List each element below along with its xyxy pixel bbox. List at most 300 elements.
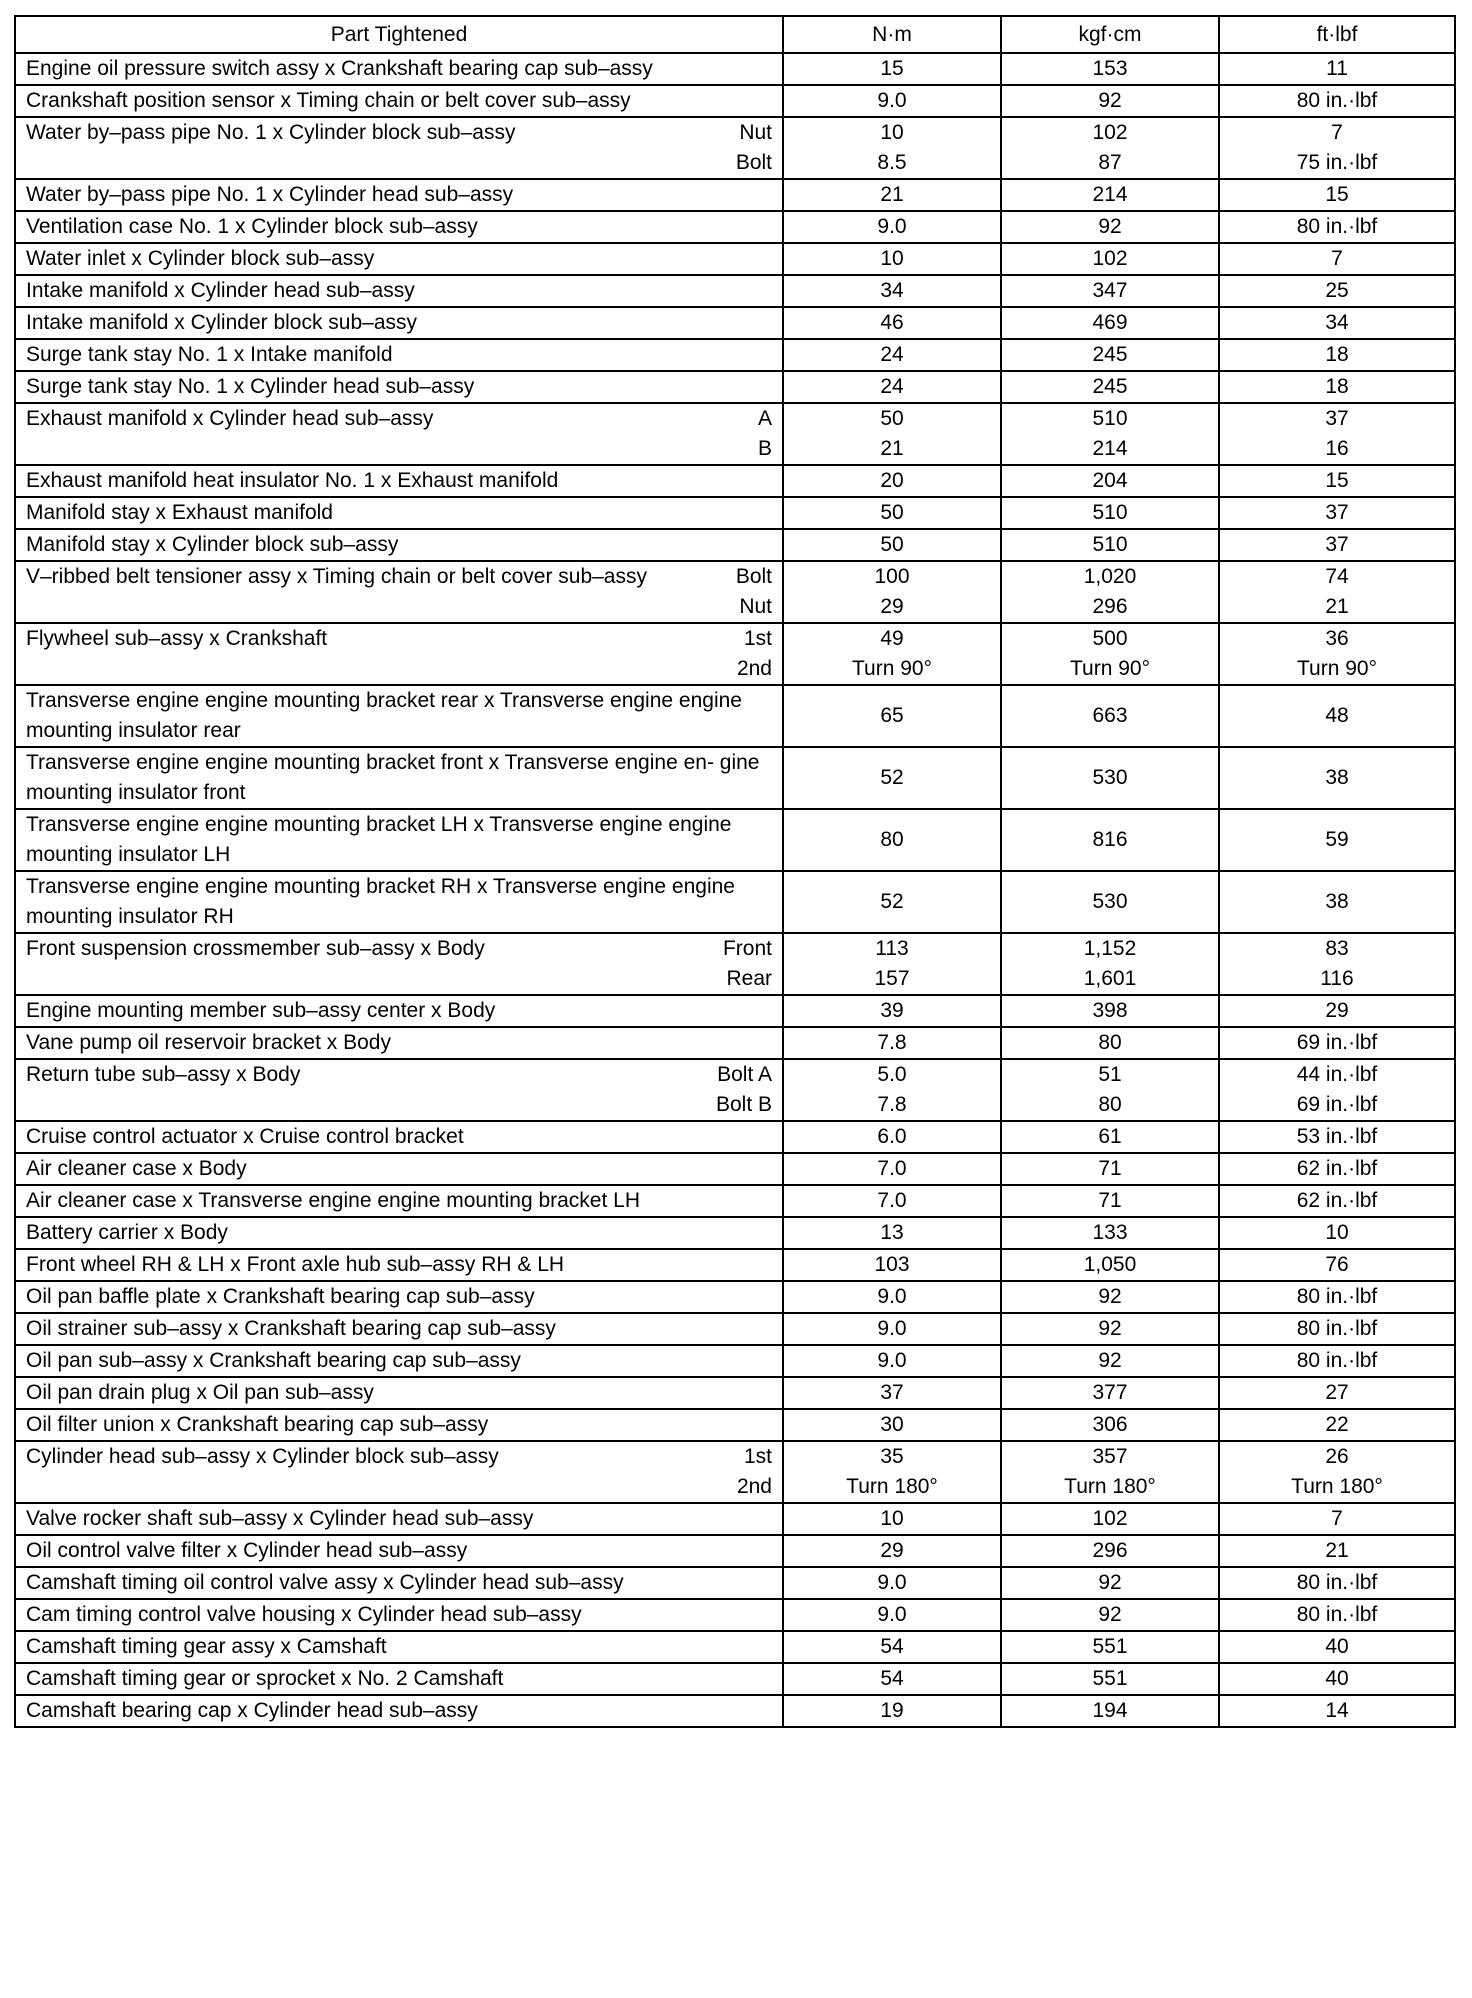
part-sub-label: 2nd	[736, 657, 772, 680]
torque-kgf-cm-cell	[1001, 1345, 1219, 1377]
torque-value: 80 in.·lbf	[1296, 215, 1378, 238]
part-tightened-cell	[15, 1599, 783, 1631]
torque-value: 347	[1092, 279, 1128, 302]
table-row	[15, 1217, 1455, 1249]
torque-value: 21	[1325, 595, 1349, 618]
torque-value: 80 in.·lbf	[1296, 1571, 1378, 1594]
table-row	[15, 1663, 1455, 1695]
part-name: Valve rocker shaft sub–assy x Cylinder head sub–assy	[26, 1507, 534, 1530]
table-row	[15, 1313, 1455, 1345]
part-tightened-cell	[15, 1059, 783, 1121]
torque-value: 510	[1092, 501, 1128, 524]
torque-value: 214	[1092, 183, 1128, 206]
part-tightened-cell	[15, 561, 783, 623]
torque-value: 133	[1092, 1221, 1128, 1244]
torque-kgf-cm-cell	[1001, 623, 1219, 685]
torque-kgf-cm-cell	[1001, 685, 1219, 747]
part-name: Intake manifold x Cylinder block sub–assy	[26, 311, 418, 334]
part-name: Manifold stay x Cylinder block sub–assy	[26, 533, 399, 556]
part-name: Exhaust manifold heat insulator No. 1 x Exhaust manifold	[26, 469, 559, 492]
torque-nm-cell	[783, 1567, 1001, 1599]
torque-value: 53 in.·lbf	[1296, 1125, 1378, 1148]
torque-value: 9.0	[877, 1603, 907, 1626]
torque-value: 18	[1325, 343, 1349, 366]
torque-value: 13	[880, 1221, 904, 1244]
part-tightened-cell	[15, 179, 783, 211]
part-tightened-cell	[15, 809, 783, 871]
part-tightened-cell	[15, 1027, 783, 1059]
torque-kgf-cm-cell	[1001, 1567, 1219, 1599]
torque-nm-cell	[783, 243, 1001, 275]
torque-value: 7.0	[877, 1157, 907, 1180]
torque-value: 19	[880, 1699, 904, 1722]
torque-ft-lbf-cell	[1219, 871, 1455, 933]
part-sub-labels	[736, 562, 772, 622]
torque-ft-lbf-cell	[1219, 339, 1455, 371]
table-row	[15, 371, 1455, 403]
header-part-tightened: Part Tightened	[15, 16, 783, 53]
table-row	[15, 747, 1455, 809]
torque-value: 74	[1325, 565, 1349, 588]
table-row	[15, 1281, 1455, 1313]
part-sub-labels	[758, 404, 772, 464]
part-sub-label: Nut	[739, 121, 772, 144]
torque-value: 10	[880, 1507, 904, 1530]
table-row	[15, 1599, 1455, 1631]
part-tightened-cell	[15, 497, 783, 529]
part-name: Exhaust manifold x Cylinder head sub–assy	[26, 407, 434, 430]
torque-kgf-cm-cell	[1001, 497, 1219, 529]
torque-kgf-cm-cell	[1001, 275, 1219, 307]
torque-kgf-cm-cell	[1001, 465, 1219, 497]
torque-nm-cell	[783, 117, 1001, 179]
part-name: Air cleaner case x Transverse engine engine mounting bracket LH	[26, 1189, 641, 1212]
part-tightened-cell	[15, 1345, 783, 1377]
part-sub-label: B	[757, 437, 772, 460]
part-tightened-cell	[15, 747, 783, 809]
torque-ft-lbf-cell	[1219, 1441, 1455, 1503]
part-name: Engine oil pressure switch assy x Crankshaft bearing cap sub–assy	[26, 57, 653, 80]
torque-value: 21	[880, 183, 904, 206]
part-name: Transverse engine engine mounting bracket front x Transverse engine en- gine mounting insulator front	[26, 751, 760, 804]
header-kgf-cm: kgf·cm	[1001, 16, 1219, 53]
torque-kgf-cm-cell	[1001, 179, 1219, 211]
torque-ft-lbf-cell	[1219, 561, 1455, 623]
part-name: Engine mounting member sub–assy center x Body	[26, 999, 496, 1022]
torque-kgf-cm-cell	[1001, 85, 1219, 117]
torque-kgf-cm-cell	[1001, 1409, 1219, 1441]
torque-ft-lbf-cell	[1219, 933, 1455, 995]
torque-ft-lbf-cell	[1219, 1249, 1455, 1281]
table-row	[15, 243, 1455, 275]
torque-value: 245	[1092, 343, 1128, 366]
torque-value: Turn 90°	[1070, 657, 1150, 680]
torque-value: 8.5	[877, 151, 907, 174]
part-sub-label: Bolt B	[715, 1093, 772, 1116]
torque-ft-lbf-cell	[1219, 275, 1455, 307]
torque-value: 61	[1098, 1125, 1122, 1148]
part-tightened-cell	[15, 243, 783, 275]
torque-value: 80	[880, 828, 904, 851]
part-name: Manifold stay x Exhaust manifold	[26, 501, 333, 524]
torque-ft-lbf-cell	[1219, 1535, 1455, 1567]
table-row	[15, 995, 1455, 1027]
part-name: Oil pan baffle plate x Crankshaft bearing cap sub–assy	[26, 1285, 535, 1308]
part-sub-label: Rear	[726, 967, 772, 990]
torque-value: 214	[1092, 437, 1128, 460]
torque-value: 6.0	[877, 1125, 907, 1148]
torque-value: 10	[1325, 1221, 1349, 1244]
torque-ft-lbf-cell	[1219, 243, 1455, 275]
part-tightened-cell	[15, 307, 783, 339]
torque-nm-cell	[783, 1027, 1001, 1059]
table-row	[15, 529, 1455, 561]
torque-kgf-cm-cell	[1001, 211, 1219, 243]
table-row	[15, 339, 1455, 371]
torque-value: 83	[1325, 937, 1349, 960]
torque-value: 35	[880, 1445, 904, 1468]
torque-value: 7.8	[877, 1031, 907, 1054]
torque-value: 80	[1098, 1093, 1122, 1116]
torque-value: 22	[1325, 1413, 1349, 1436]
torque-nm-cell	[783, 871, 1001, 933]
torque-ft-lbf-cell	[1219, 403, 1455, 465]
part-tightened-cell	[15, 1695, 783, 1727]
torque-value: 26	[1325, 1445, 1349, 1468]
part-tightened-cell	[15, 1631, 783, 1663]
part-name: Surge tank stay No. 1 x Cylinder head sub–assy	[26, 375, 475, 398]
torque-value: 38	[1325, 890, 1349, 913]
torque-value: 357	[1092, 1445, 1128, 1468]
part-sub-labels	[737, 1442, 772, 1502]
torque-value: 9.0	[877, 1349, 907, 1372]
torque-value: 34	[880, 279, 904, 302]
torque-kgf-cm-cell	[1001, 1121, 1219, 1153]
torque-value: 9.0	[877, 1285, 907, 1308]
part-name: Water by–pass pipe No. 1 x Cylinder head sub–assy	[26, 183, 514, 206]
torque-value: 18	[1325, 375, 1349, 398]
torque-nm-cell	[783, 307, 1001, 339]
torque-value: 40	[1325, 1667, 1349, 1690]
torque-value: 245	[1092, 375, 1128, 398]
torque-kgf-cm-cell	[1001, 53, 1219, 85]
part-sub-label: Bolt	[735, 151, 772, 174]
part-tightened-cell	[15, 1409, 783, 1441]
torque-nm-cell	[783, 1153, 1001, 1185]
table-row	[15, 1249, 1455, 1281]
torque-value: 40	[1325, 1635, 1349, 1658]
part-name: Cylinder head sub–assy x Cylinder block sub–assy	[26, 1445, 499, 1468]
torque-value: 37	[1325, 501, 1349, 524]
torque-value: Turn 180°	[846, 1475, 938, 1498]
part-name: Cam timing control valve housing x Cylinder head sub–assy	[26, 1603, 582, 1626]
torque-nm-cell	[783, 529, 1001, 561]
torque-value: Turn 180°	[1064, 1475, 1156, 1498]
table-row	[15, 1695, 1455, 1727]
torque-ft-lbf-cell	[1219, 809, 1455, 871]
part-name: Surge tank stay No. 1 x Intake manifold	[26, 343, 393, 366]
table-row	[15, 1027, 1455, 1059]
part-tightened-cell	[15, 871, 783, 933]
torque-nm-cell	[783, 1313, 1001, 1345]
torque-nm-cell	[783, 623, 1001, 685]
torque-kgf-cm-cell	[1001, 1281, 1219, 1313]
part-tightened-cell	[15, 85, 783, 117]
part-tightened-cell	[15, 529, 783, 561]
torque-kgf-cm-cell	[1001, 1185, 1219, 1217]
part-tightened-cell	[15, 685, 783, 747]
torque-value: 50	[880, 501, 904, 524]
table-row	[15, 275, 1455, 307]
table-row	[15, 1503, 1455, 1535]
table-row	[15, 85, 1455, 117]
torque-value: 7.8	[877, 1093, 907, 1116]
torque-ft-lbf-cell	[1219, 85, 1455, 117]
part-tightened-cell	[15, 211, 783, 243]
part-sub-label: Bolt	[735, 565, 772, 588]
torque-value: 76	[1325, 1253, 1349, 1276]
torque-value: 21	[880, 437, 904, 460]
part-sub-labels	[723, 934, 772, 994]
torque-nm-cell	[783, 1377, 1001, 1409]
torque-value: 816	[1092, 828, 1128, 851]
torque-nm-cell	[783, 809, 1001, 871]
torque-nm-cell	[783, 1249, 1001, 1281]
torque-kgf-cm-cell	[1001, 1631, 1219, 1663]
torque-ft-lbf-cell	[1219, 1059, 1455, 1121]
torque-value: 92	[1098, 89, 1122, 112]
part-name: Transverse engine engine mounting bracket LH x Transverse engine engine mounting insulator LH	[26, 813, 732, 866]
part-sub-label: 1st	[743, 1445, 772, 1468]
torque-value: 37	[880, 1381, 904, 1404]
part-name: Vane pump oil reservoir bracket x Body	[26, 1031, 391, 1054]
part-tightened-cell	[15, 117, 783, 179]
torque-kgf-cm-cell	[1001, 809, 1219, 871]
torque-kgf-cm-cell	[1001, 1695, 1219, 1727]
part-name: Return tube sub–assy x Body	[26, 1063, 301, 1086]
torque-ft-lbf-cell	[1219, 179, 1455, 211]
torque-nm-cell	[783, 747, 1001, 809]
part-tightened-cell	[15, 53, 783, 85]
part-tightened-cell	[15, 1567, 783, 1599]
table-row	[15, 179, 1455, 211]
table-row	[15, 933, 1455, 995]
torque-kgf-cm-cell	[1001, 243, 1219, 275]
torque-ft-lbf-cell	[1219, 1663, 1455, 1695]
torque-value: 153	[1092, 57, 1128, 80]
torque-ft-lbf-cell	[1219, 53, 1455, 85]
torque-value: 92	[1098, 1317, 1122, 1340]
torque-value: Turn 90°	[852, 657, 932, 680]
torque-value: 75 in.·lbf	[1296, 151, 1378, 174]
torque-nm-cell	[783, 211, 1001, 243]
torque-ft-lbf-cell	[1219, 1121, 1455, 1153]
torque-value: 62 in.·lbf	[1296, 1189, 1378, 1212]
torque-value: 102	[1092, 121, 1128, 144]
part-tightened-cell	[15, 1535, 783, 1567]
torque-kgf-cm-cell	[1001, 403, 1219, 465]
torque-ft-lbf-cell	[1219, 1313, 1455, 1345]
torque-kgf-cm-cell	[1001, 339, 1219, 371]
torque-value: Turn 90°	[1297, 657, 1377, 680]
torque-nm-cell	[783, 1185, 1001, 1217]
table-row	[15, 1377, 1455, 1409]
torque-value: 663	[1092, 704, 1128, 727]
torque-value: 1,152	[1083, 937, 1137, 960]
torque-value: 113	[875, 937, 909, 960]
part-tightened-cell	[15, 1441, 783, 1503]
torque-nm-cell	[783, 995, 1001, 1027]
torque-kgf-cm-cell	[1001, 371, 1219, 403]
torque-value: 25	[1325, 279, 1349, 302]
torque-value: 296	[1092, 595, 1128, 618]
torque-nm-cell	[783, 1503, 1001, 1535]
torque-kgf-cm-cell	[1001, 1441, 1219, 1503]
torque-nm-cell	[783, 685, 1001, 747]
table-row	[15, 53, 1455, 85]
torque-nm-cell	[783, 1441, 1001, 1503]
torque-value: 1,020	[1083, 565, 1137, 588]
torque-kgf-cm-cell	[1001, 1249, 1219, 1281]
torque-value: 37	[1325, 533, 1349, 556]
torque-value: 92	[1098, 1285, 1122, 1308]
torque-value: 510	[1092, 533, 1128, 556]
torque-value: 296	[1092, 1539, 1128, 1562]
torque-value: 7	[1331, 1507, 1343, 1530]
part-name: Crankshaft position sensor x Timing chain or belt cover sub–assy	[26, 89, 631, 112]
part-name: Battery carrier x Body	[26, 1221, 228, 1244]
torque-value: 7.0	[877, 1189, 907, 1212]
torque-value: 92	[1098, 1349, 1122, 1372]
torque-value: 51	[1098, 1063, 1122, 1086]
torque-kgf-cm-cell	[1001, 529, 1219, 561]
torque-value: Turn 180°	[1291, 1475, 1383, 1498]
torque-ft-lbf-cell	[1219, 1631, 1455, 1663]
torque-kgf-cm-cell	[1001, 1027, 1219, 1059]
torque-nm-cell	[783, 85, 1001, 117]
torque-value: 92	[1098, 1603, 1122, 1626]
torque-value: 15	[880, 57, 904, 80]
torque-value: 80 in.·lbf	[1296, 1349, 1378, 1372]
part-tightened-cell	[15, 1249, 783, 1281]
table-row	[15, 1185, 1455, 1217]
torque-value: 24	[880, 343, 904, 366]
table-row	[15, 211, 1455, 243]
torque-value: 194	[1092, 1699, 1128, 1722]
part-sub-label: Bolt A	[717, 1063, 772, 1086]
part-name: Ventilation case No. 1 x Cylinder block sub–assy	[26, 215, 478, 238]
part-tightened-cell	[15, 371, 783, 403]
torque-nm-cell	[783, 371, 1001, 403]
torque-value: 14	[1325, 1699, 1349, 1722]
table-row	[15, 403, 1455, 465]
part-tightened-cell	[15, 275, 783, 307]
torque-value: 102	[1092, 247, 1128, 270]
torque-value: 50	[880, 533, 904, 556]
torque-value: 36	[1325, 627, 1349, 650]
torque-ft-lbf-cell	[1219, 307, 1455, 339]
torque-ft-lbf-cell	[1219, 1377, 1455, 1409]
torque-value: 11	[1326, 57, 1348, 80]
torque-value: 44 in.·lbf	[1296, 1063, 1378, 1086]
torque-nm-cell	[783, 53, 1001, 85]
part-tightened-cell	[15, 933, 783, 995]
torque-value: 92	[1098, 215, 1122, 238]
torque-value: 54	[880, 1667, 904, 1690]
torque-nm-cell	[783, 561, 1001, 623]
torque-value: 9.0	[877, 1571, 907, 1594]
part-sub-labels	[737, 624, 772, 684]
part-name: Oil pan drain plug x Oil pan sub–assy	[26, 1381, 374, 1404]
torque-value: 551	[1092, 1635, 1128, 1658]
torque-value: 102	[1092, 1507, 1128, 1530]
table-row	[15, 307, 1455, 339]
torque-nm-cell	[783, 1695, 1001, 1727]
torque-ft-lbf-cell	[1219, 211, 1455, 243]
torque-value: 87	[1098, 151, 1122, 174]
table-row	[15, 1631, 1455, 1663]
part-name: Oil pan sub–assy x Crankshaft bearing cap sub–assy	[26, 1349, 521, 1372]
torque-ft-lbf-cell	[1219, 685, 1455, 747]
table-row	[15, 1441, 1455, 1503]
part-name: Front suspension crossmember sub–assy x Body	[26, 937, 485, 960]
part-tightened-cell	[15, 1281, 783, 1313]
torque-nm-cell	[783, 1535, 1001, 1567]
torque-nm-cell	[783, 275, 1001, 307]
part-tightened-cell	[15, 1185, 783, 1217]
torque-value: 65	[880, 704, 904, 727]
torque-value: 9.0	[877, 89, 907, 112]
part-tightened-cell	[15, 1121, 783, 1153]
torque-nm-cell	[783, 1121, 1001, 1153]
torque-value: 62 in.·lbf	[1296, 1157, 1378, 1180]
part-tightened-cell	[15, 1153, 783, 1185]
torque-value: 530	[1092, 766, 1128, 789]
torque-value: 7	[1331, 121, 1343, 144]
torque-value: 80 in.·lbf	[1296, 1285, 1378, 1308]
torque-value: 469	[1092, 311, 1128, 334]
torque-nm-cell	[783, 1059, 1001, 1121]
torque-value: 39	[880, 999, 904, 1022]
torque-nm-cell	[783, 933, 1001, 995]
torque-value: 1,601	[1083, 967, 1137, 990]
torque-value: 116	[1320, 967, 1354, 990]
torque-value: 27	[1325, 1381, 1349, 1404]
torque-nm-cell	[783, 1409, 1001, 1441]
torque-value: 29	[880, 1539, 904, 1562]
part-sub-label: 1st	[743, 627, 772, 650]
torque-value: 38	[1325, 766, 1349, 789]
part-name: V–ribbed belt tensioner assy x Timing chain or belt cover sub–assy	[26, 565, 647, 588]
part-name: Transverse engine engine mounting bracket rear x Transverse engine engine mounting insulator rear	[26, 689, 742, 742]
torque-value: 21	[1325, 1539, 1349, 1562]
torque-ft-lbf-cell	[1219, 995, 1455, 1027]
table-row	[15, 117, 1455, 179]
part-tightened-cell	[15, 995, 783, 1027]
torque-kgf-cm-cell	[1001, 1503, 1219, 1535]
part-name: Oil strainer sub–assy x Crankshaft bearing cap sub–assy	[26, 1317, 556, 1340]
table-row	[15, 809, 1455, 871]
torque-ft-lbf-cell	[1219, 465, 1455, 497]
torque-value: 80	[1098, 1031, 1122, 1054]
part-tightened-cell	[15, 1663, 783, 1695]
torque-value: 500	[1092, 627, 1128, 650]
torque-nm-cell	[783, 1281, 1001, 1313]
torque-value: 7	[1331, 247, 1343, 270]
part-name: Camshaft timing gear or sprocket x No. 2 Camshaft	[26, 1667, 504, 1690]
torque-nm-cell	[783, 1599, 1001, 1631]
torque-value: 100	[874, 565, 910, 588]
